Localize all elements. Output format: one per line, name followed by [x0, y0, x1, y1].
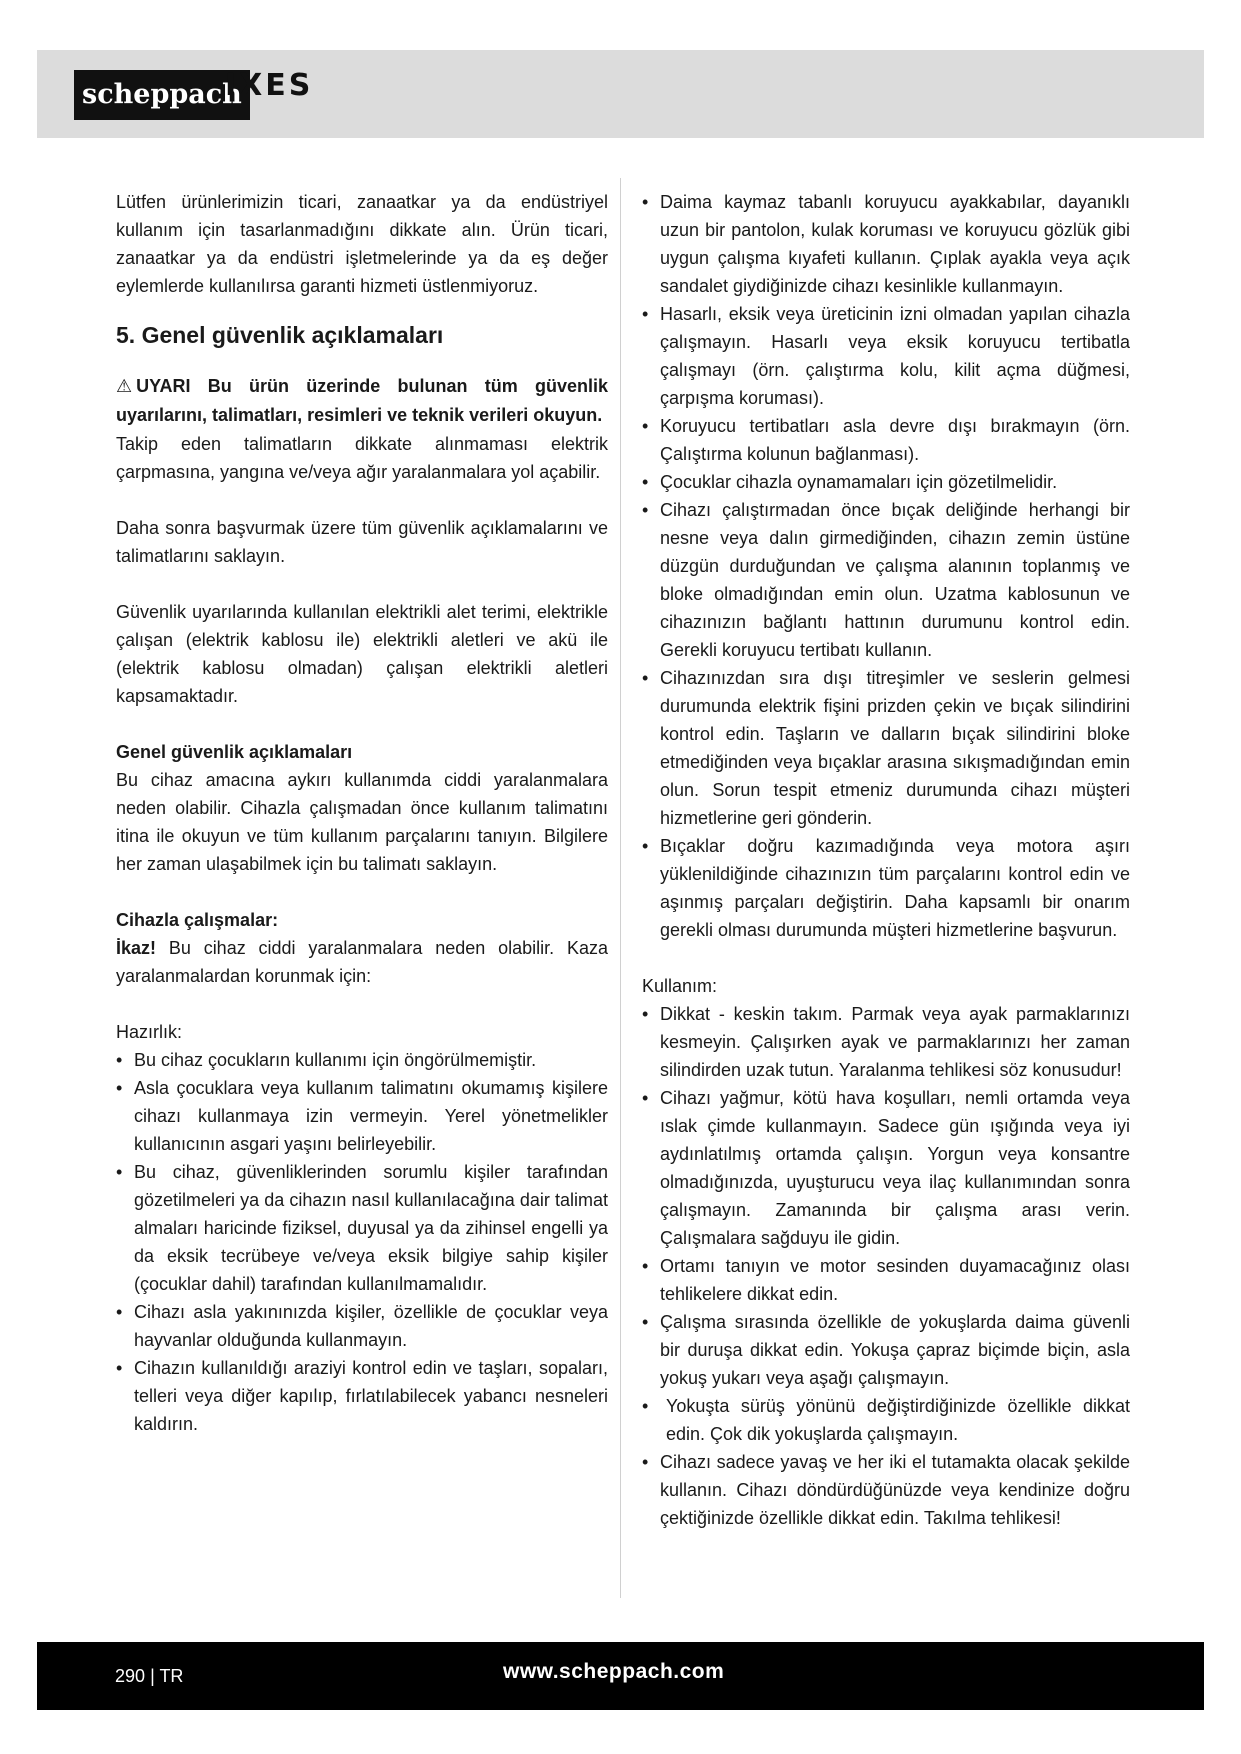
ixes-logo: IXES [225, 68, 314, 103]
warning-triangle-icon: ⚠ [116, 376, 133, 396]
language-code: TR [159, 1666, 184, 1686]
general-safety-paragraph: Bu cihaz amacına aykırı kullanımda ciddi yaralanmalara neden olabilir. Cihazla çalışmadan önce kullanım talimatını itina ile okuyun ve tüm kullanım parçalarını tanıyın. Bilgilere her zaman ulaşabilmek için bu talimatı saklayın. [116, 770, 608, 874]
warning-paragraph: Takip eden talimatların dikkate alınmaması elektrik çarpmasına, yangına ve/veya ağır yaralanmalara yol açabilir. [116, 434, 608, 482]
page-footer [37, 1642, 1204, 1710]
warning-bold-text: UYARI Bu ürün üzerinde bulunan tüm güvenlik uyarılarını, talimatları, resimleri ve teknik verileri okuyun. [116, 376, 608, 425]
keep-instructions-paragraph: Daha sonra başvurmak üzere tüm güvenlik açıklamalarını ve talimatlarını saklayın. [116, 518, 608, 566]
list-item: • Çocuklar cihazla oynamamaları için gözetilmelidir. [642, 468, 1130, 496]
page-number-label [115, 1666, 183, 1687]
list-item: • Cihazı asla yakınınızda kişiler, özellikle de çocuklar veya hayvanlar olduğunda kullanmayın. [116, 1298, 608, 1354]
list-item: • Çalışma sırasında özellikle de yokuşlarda daima güvenli bir duruşa dikkat edin. Yokuşa çapraz biçimde biçin, asla yokuş yukarı veya aşağı çalışmayın. [642, 1308, 1130, 1392]
right-column [642, 188, 1130, 1532]
list-item: • Cihazı sadece yavaş ve her iki el tutamakta olacak şekilde kullanın. Cihazı döndürdüğünüzde veya kendinize doğru çektiğinizde özellikle dikkat edin. Takılma tehlikesi! [642, 1448, 1130, 1532]
list-item: • Bu cihaz çocukların kullanımı için öngörülmemiştir. [116, 1046, 608, 1074]
working-heading: Cihazla çalışmalar: [116, 910, 279, 930]
caution-paragraph [116, 934, 608, 990]
preparation-list-left [116, 1046, 608, 1438]
column-divider [620, 178, 621, 1598]
list-item: • Ortamı tanıyın ve motor sesinden duyamacağınız olası tehlikelere dikkat edin. [642, 1252, 1130, 1308]
list-item: • Yokuşta sürüş yönünü değiştirdiğinizde özellikle dikkat edin. Çok dik yokuşlarda çalışmayın. [642, 1392, 1130, 1448]
scheppach-logo: scheppach [74, 70, 250, 120]
left-column [116, 188, 608, 1438]
page-number: 290 [115, 1666, 146, 1686]
preparation-list-right [642, 188, 1130, 944]
page-header [37, 50, 1204, 138]
term-definition-paragraph: Güvenlik uyarılarında kullanılan elektrikli alet terimi, elektrikle çalışan (elektrik kablosu ile) elektrikli aletleri ve akü ile (elektrik kablosu olmadan) çalışan elektrikli aletleri kapsamaktadır. [116, 602, 608, 706]
footer-separator: | [150, 1666, 155, 1686]
list-item: • Cihazı çalıştırmadan önce bıçak deliğinde herhangi bir nesne veya dalın girmediğinden, cihazın zemin üstüne düzgün durduğundan ve çalışma alanının toplanmış ve bloke olmadığından emin olun. Uzatma kablosunun ve cihazınızın bağlantı hattının durumunu kontrol edin. Gerekli koruyucu tertibatı kullanın. [642, 496, 1130, 664]
list-item: • Cihazın kullanıldığı araziyi kontrol edin ve taşları, sopaları, telleri veya diğer kapılıp, fırlatılabilecek yabancı nesneleri kaldırın. [116, 1354, 608, 1438]
preparation-label: Hazırlık: [116, 1022, 183, 1042]
list-item: • Asla çocuklara veya kullanım talimatını okumamış kişilere cihazı kullanmaya izin vermeyin. Yerel yönetmelikler kullanıcının asgari yaşını belirleyebilir. [116, 1074, 608, 1158]
caution-text: Bu cihaz ciddi yaralanmalara neden olabilir. Kaza yaralanmalardan korunmak için: [116, 938, 608, 986]
list-item: • Bıçaklar doğru kazımadığında veya motora aşırı yüklenildiğinde cihazınızın tüm parçalarını kontrol edin ve aşınmış parçaları değiştirin. Daha kapsamlı bir onarım gerekli olması durumunda müşteri hizmetlerine başvurun. [642, 832, 1130, 944]
intro-paragraph: Lütfen ürünlerimizin ticari, zanaatkar ya da endüstriyel kullanım için tasarlanmadığını dikkate alın. Ürün ticari, zanaatkar ya da endüstri işletmelerinde ya da eş değer eylemlerde kullanılırsa garanti hizmeti üstlenmiyoruz. [116, 192, 608, 296]
usage-list [642, 1000, 1130, 1532]
list-item: • Koruyucu tertibatları asla devre dışı bırakmayın (örn. Çalıştırma kolunun bağlanması). [642, 412, 1130, 468]
general-safety-heading: Genel güvenlik açıklamaları [116, 742, 353, 762]
list-item: • Cihazı yağmur, kötü hava koşulları, nemli ortamda veya ıslak çimde kullanmayın. Sadece gün ışığında veya iyi aydınlatılmış ortamda çalışın. Yorgun veya konsantre olmadığınızda, uyuşturucu veya ilaç kullanımından sonra çalışmayın. Zamanında bir çalışma arası verin. Çalışmalara sağduyu ile gidin. [642, 1084, 1130, 1252]
list-item: • Hasarlı, eksik veya üreticinin izni olmadan yapılan cihazla çalışmayın. Hasarlı veya eksik koruyucu tertibatla çalışmayı (örn. çalıştırma kolu, kilit açma düğmesi, çarpışma koruması). [642, 300, 1130, 412]
list-item: • Cihazınızdan sıra dışı titreşimler ve seslerin gelmesi durumunda elektrik fişini prizden çekin ve bıçak silindirini kontrol edin. Taşların ve dalların bıçak silindirini bloke etmediğinden veya bıçaklar arasına sıkışmadığından emin olun. Sorun tespit etmeniz durumunda cihazı müşteri hizmetlerine geri gönderin. [642, 664, 1130, 832]
section-title: 5. Genel güvenlik açıklamaları [116, 322, 444, 348]
caution-label: İkaz! [116, 938, 157, 958]
list-item: • Dikkat - keskin takım. Parmak veya ayak parmaklarınızı kesmeyin. Çalışırken ayak ve parmaklarınızı her zaman silindirden uzak tutun. Yaralanma tehlikesi söz konusudur! [642, 1000, 1130, 1084]
usage-label: Kullanım: [642, 976, 718, 996]
list-item: • Daima kaymaz tabanlı koruyucu ayakkabılar, dayanıklı uzun bir pantolon, kulak koruması ve koruyucu gözlük gibi uygun çalışma kıyafeti kullanın. Çıplak ayakla veya açık sandalet giydiğinizde cihazı kesinlikle kullanmayın. [642, 188, 1130, 300]
website-link[interactable]: www.scheppach.com [503, 1660, 725, 1683]
list-item: • Bu cihaz, güvenliklerinden sorumlu kişiler tarafından gözetilmeleri ya da cihazın nasıl kullanılacağına dair talimat almaları haricinde fiziksel, duyusal ya da zihinsel engelli ya da eksik tecrübeye ve/veya eksik bilgiye sahip kişiler (çocuklar dahil) tarafından kullanılmamalıdır. [116, 1158, 608, 1298]
warning-heading [116, 372, 608, 430]
